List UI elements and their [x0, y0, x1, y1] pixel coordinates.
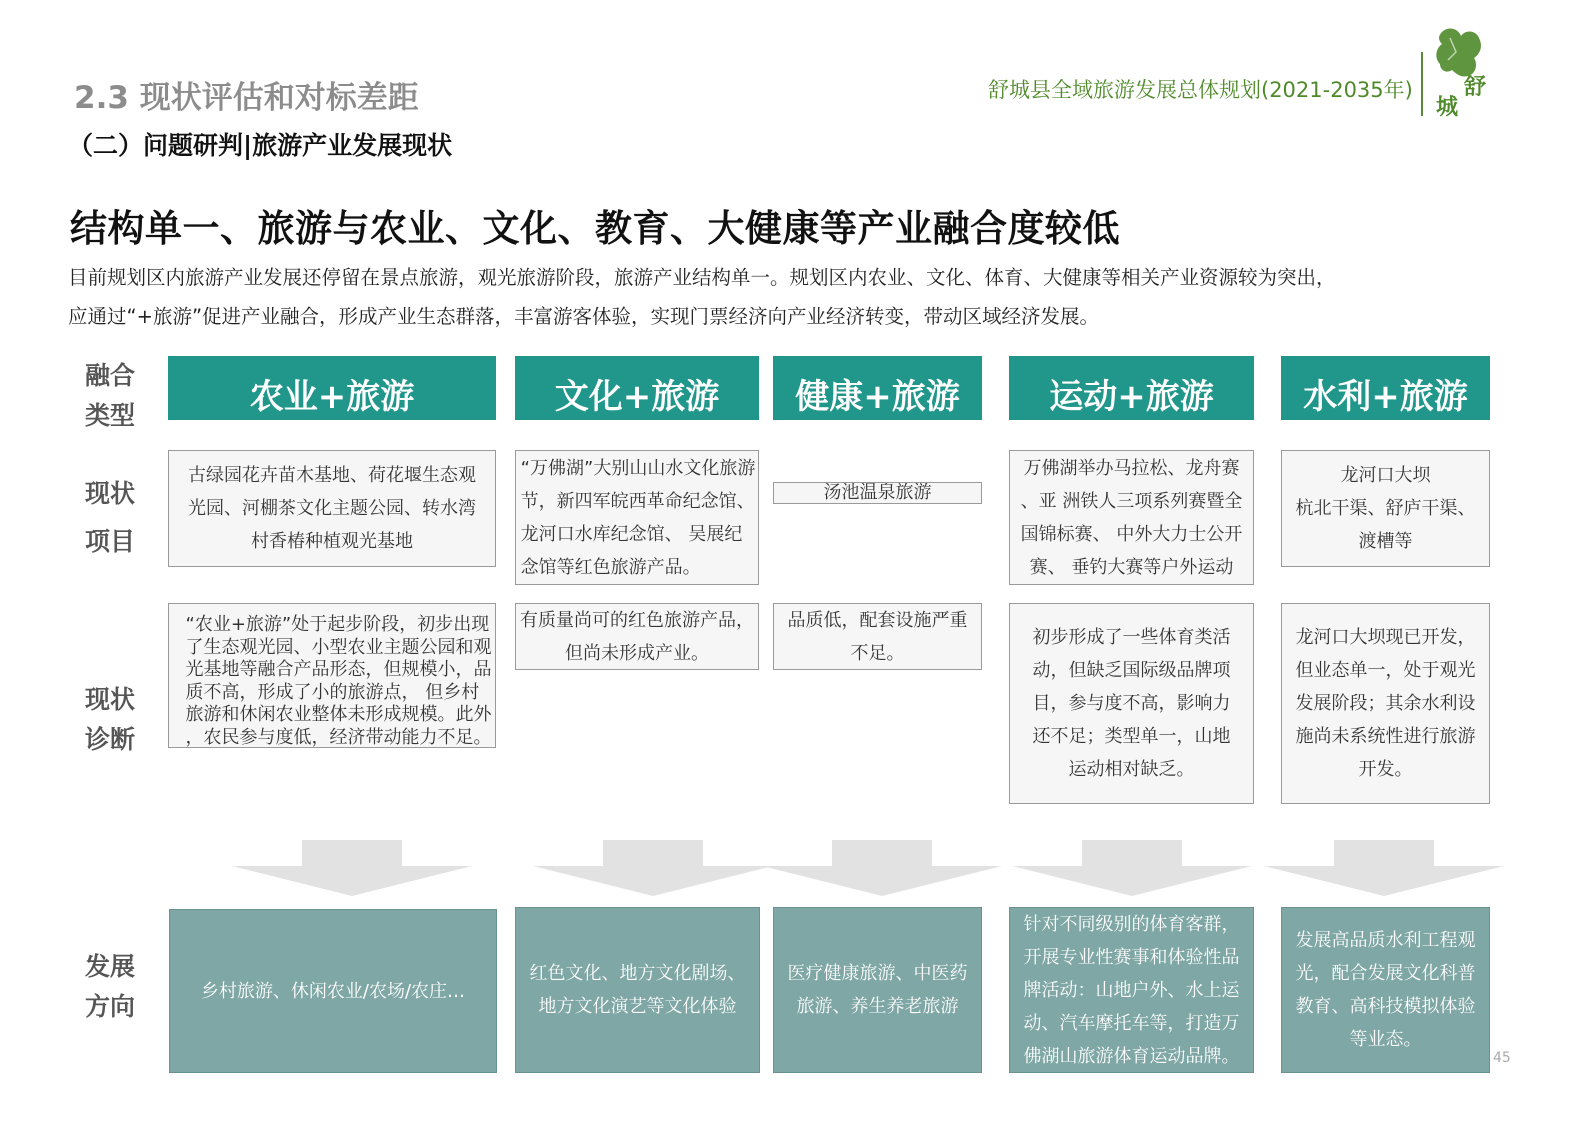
- down-arrow-icon: [1012, 840, 1252, 896]
- projects-box-culture: “万佛湖”大别山山水文化旅游 节，新四军皖西革命纪念馆、 龙河口水库纪念馆、 吴展纪 念馆等红色旅游产品。: [515, 450, 759, 585]
- svg-text:舒: 舒: [1464, 74, 1487, 100]
- type-header-water: 水利+旅游: [1281, 356, 1490, 420]
- projects-box-sports: 万佛湖举办马拉松、龙舟赛 、亚 洲铁人三项系列赛暨全 国锦标赛、 中外大力士公开 赛、 垂钓大赛等户外运动: [1009, 450, 1254, 585]
- svg-text:城: 城: [1436, 94, 1459, 120]
- direction-box-sports: 针对不同级别的体育客群， 开展专业性赛事和体验性品 牌活动：山地户外、水上运 动、汽车摩托车等，打造万 佛湖山旅游体育运动品牌。: [1009, 907, 1254, 1073]
- subsection-title: （二）问题研判|旅游产业发展现状: [68, 131, 453, 160]
- logo-divider: [1421, 52, 1423, 116]
- down-arrow-icon: [1264, 840, 1504, 896]
- intro-line: 目前规划区内旅游产业发展还停留在景点旅游，观光旅游阶段，旅游产业结构单一。规划区内农业、文化、体育、大健康等相关产业资源较为突出，: [68, 266, 1336, 289]
- diagnosis-box-culture: 有质量尚可的红色旅游产品， 但尚未形成产业。: [515, 603, 759, 670]
- type-header-sports: 运动+旅游: [1009, 356, 1254, 420]
- document-title: 舒城县全域旅游发展总体规划(2021-2035年): [988, 78, 1413, 102]
- down-arrow-icon: [762, 840, 1002, 896]
- down-arrow-icon: [533, 840, 773, 896]
- type-header-agriculture: 农业+旅游: [168, 356, 496, 420]
- intro-line: 应通过“+旅游”促进产业融合，形成产业生态群落，丰富游客体验，实现门票经济向产业经济转变，带动区域经济发展。: [68, 305, 1100, 328]
- headline: 结构单一、旅游与农业、文化、教育、大健康等产业融合度较低: [70, 207, 1120, 250]
- diagnosis-box-sports: 初步形成了一些体育类活 动，但缺乏国际级品牌项 目，参与度不高，影响力 还不足；类型单一，山地 运动相对缺乏。: [1009, 603, 1254, 804]
- type-header-culture: 文化+旅游: [515, 356, 759, 420]
- type-header-health: 健康+旅游: [773, 356, 982, 420]
- row-label-type: 融合 类型: [84, 361, 135, 430]
- row-label-projects: 现状 项目: [84, 479, 135, 556]
- direction-box-water: 发展高品质水利工程观 光，配合发展文化科普 教育、高科技模拟体验 等业态。: [1281, 907, 1490, 1073]
- down-arrow-icon: [232, 840, 472, 896]
- projects-box-agriculture: 古绿园花卉苗木基地、荷花堰生态观 光园、河棚茶文化主题公园、转水湾 村香椿种植观光基地: [168, 450, 496, 567]
- diagnosis-box-health: 品质低，配套设施严重 不足。: [773, 603, 982, 670]
- projects-box-water: 龙河口大坝 杭北干渠、舒庐干渠、 渡槽等: [1281, 450, 1490, 567]
- direction-box-health: 医疗健康旅游、中医药 旅游、养生养老旅游: [773, 907, 982, 1073]
- section-title: 2.3 现状评估和对标差距: [74, 80, 419, 116]
- diagnosis-box-agriculture: “农业+旅游”处于起步阶段，初步出现 了生态观光园、小型农业主题公园和观 光基地等融合产品形态，但规模小，品 质不高，形成了小的旅游点， 但乡村 旅游和休闲农业整体未形成规模。此外 ，农民参与度低，经济带动能力不足。: [168, 603, 496, 748]
- diagnosis-box-water: 龙河口大坝现已开发， 但业态单一，处于观光 发展阶段；其余水利设 施尚未系统性进行旅游 开发。: [1281, 603, 1490, 804]
- row-label-diagnosis: 现状 诊断: [84, 685, 135, 754]
- direction-box-agriculture: 乡村旅游、休闲农业/农场/农庄…: [169, 909, 497, 1073]
- shucheng-logo-icon: [1428, 24, 1494, 120]
- page-number: 45: [1493, 1050, 1511, 1066]
- row-label-direction: 发展 方向: [84, 952, 135, 1021]
- projects-box-health: 汤池温泉旅游: [773, 482, 982, 504]
- intro-paragraph: [68, 258, 1508, 336]
- direction-box-culture: 红色文化、地方文化剧场、 地方文化演艺等文化体验: [515, 907, 760, 1073]
